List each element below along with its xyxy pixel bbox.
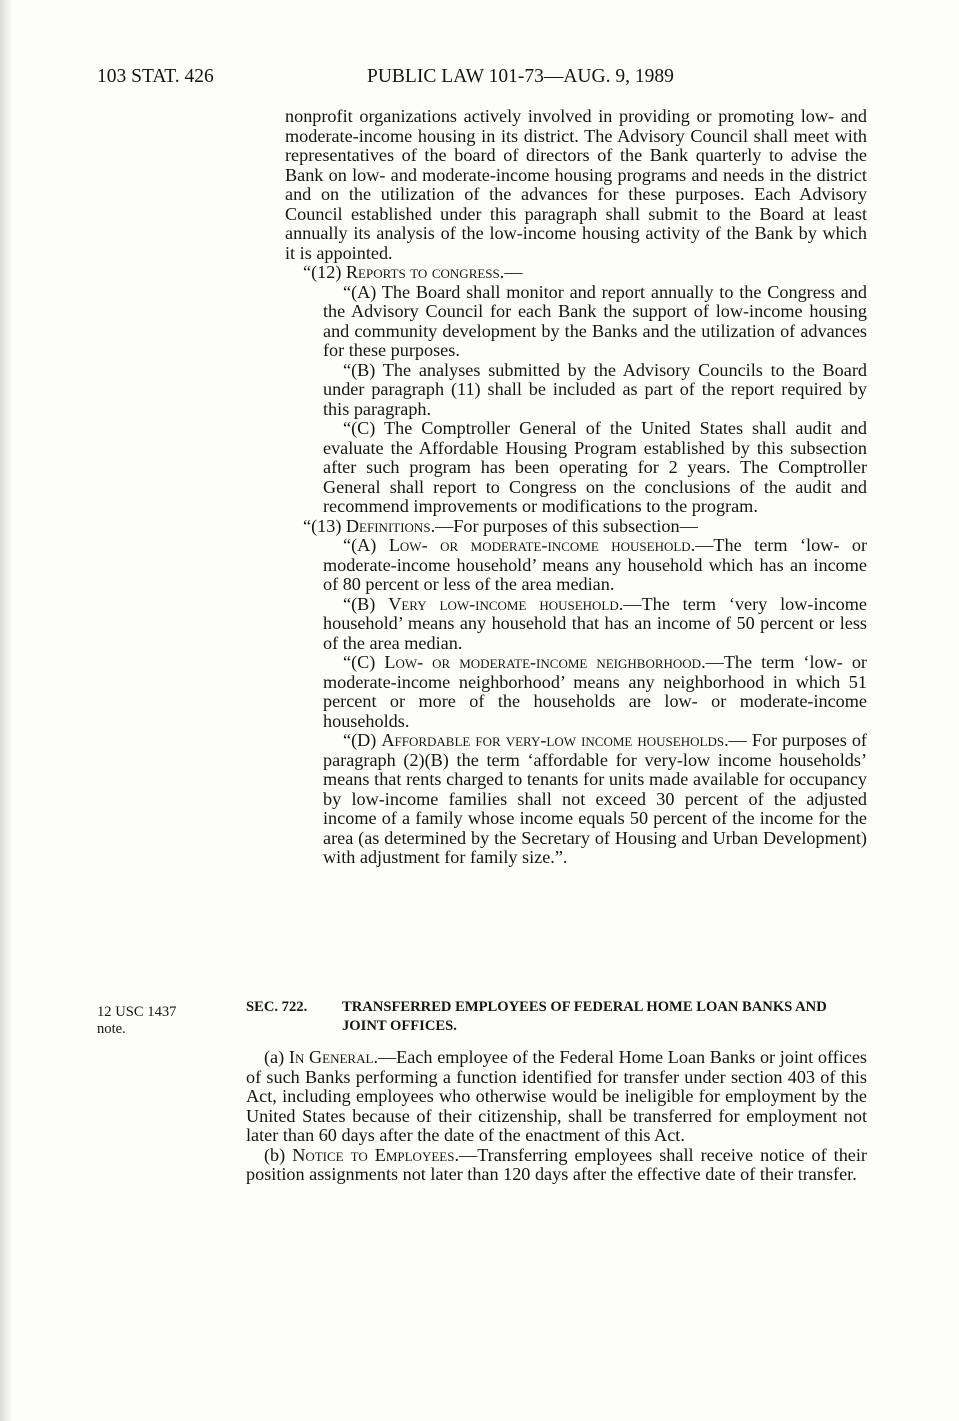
definition-c	[285, 653, 867, 731]
margin-note	[97, 1004, 217, 1038]
section-722-title: TRANSFERRED EMPLOYEES OF FEDERAL HOME LOAN BANKS AND JOINT OFFICES.	[342, 999, 827, 1034]
subsection-a	[246, 1048, 867, 1146]
main-text	[285, 107, 867, 868]
definition-d	[285, 731, 867, 868]
section-722-heading	[246, 998, 867, 1036]
running-header	[0, 62, 959, 92]
paragraph-13-heading	[285, 517, 867, 537]
definition-b-text: .—The term ‘very low-income household’ means any household that has an income of 50 percent or less of the area median.	[323, 593, 867, 653]
paragraph-12-title: Reports to congress	[345, 262, 500, 282]
paragraph-12-number: “(12)	[303, 262, 346, 282]
public-law-title: PUBLIC LAW 101-73—AUG. 9, 1989	[367, 66, 674, 87]
definition-c-label: “(C)	[343, 652, 385, 672]
definition-a-label: “(A)	[343, 535, 389, 555]
paragraph-12-a: “(A) The Board shall monitor and report annually to the Congress and the Advisory Council for each Bank the support of low-income housing and community development by the Banks and the utilization of advances for these purposes.	[323, 281, 867, 360]
paragraph-13-intro: .—For purposes of this subsection—	[430, 515, 698, 536]
advisory-council-paragraph: nonprofit organizations actively involved in providing or promoting low- and moderate-income housing in its district. The Advisory Council shall meet with representatives of the board of directors of the Bank quarterly to advise the Bank on low- and moderate-income housing programs and needs in the district and on the utilization of the advances for these purposes. Each Advisory Council established under this paragraph shall submit to the Board at least annually its analysis of the low-income housing activity of the Bank by which it is appointed.	[285, 106, 867, 263]
paragraph-12-c: “(C) The Comptroller General of the United States shall audit and evaluate the Affordable Housing Program established by this subsection after such program has been operating for 2 years. The Comptroller General shall report to Congress on the conclusions of the audit and recommend improvements or modifications to the program.	[323, 418, 867, 516]
definition-a-heading: Low- or moderate-income household	[388, 535, 691, 555]
definition-a-text: .—The term ‘low- or moderate-income household’ means any household which has an income of 80 percent or less of the area median.	[323, 535, 868, 594]
definition-d-text: .— For purposes of paragraph (2)(B) the term ‘affordable for very-low income households’ means that rents charged to tenants for units made available for occupancy by low-income families shall not exceed 30 percent of the adjusted income of a family whose income equals 50 percent of the income for the area (as determined by the Secretary of Housing and Urban Development) with adjustment for family size.”.	[323, 730, 867, 867]
paragraph-12-b: “(B) The analyses submitted by the Advisory Councils to the Board under paragraph (11) shall be included as part of the report required by this paragraph.	[323, 359, 867, 419]
paragraph-13-number: “(13)	[303, 515, 346, 536]
scan-page-edge	[0, 0, 12, 1421]
paragraph-12-dash: .—	[499, 262, 523, 282]
definition-d-label: “(D)	[343, 730, 382, 750]
paragraph-12-heading	[285, 263, 867, 283]
margin-note-label: note.	[97, 1021, 126, 1037]
definition-b	[285, 595, 867, 654]
definition-b-label: “(B)	[343, 593, 389, 614]
subsection-b	[246, 1146, 867, 1185]
paragraph-13-title: Definitions	[345, 515, 431, 536]
subsection-b-label: (b)	[264, 1144, 293, 1165]
definition-c-text: .—The term ‘low- or moderate-income neighborhood’ means any neighborhood in which 51 percent or more of the households are low- or moderate-income households.	[323, 652, 867, 731]
section-722	[246, 998, 867, 1185]
section-722-number: SEC. 722.	[246, 999, 308, 1015]
definition-d-heading: Affordable for very-low income households	[381, 730, 725, 750]
stat-page-number: 103 STAT. 426	[97, 66, 214, 87]
definition-b-heading: Very low-income household	[388, 593, 619, 614]
definition-a	[285, 536, 867, 595]
definition-c-heading: Low- or moderate-income neighborhood	[384, 652, 702, 672]
margin-citation: 12 USC 1437	[97, 1004, 177, 1020]
subsection-a-text: .—Each employee of the Federal Home Loan Banks or joint offices of such Banks performing a function identified for transfer under section 403 of this Act, including employees who otherwise would be ineligible for employment by the United States because of their citizenship, shall be transferred for employment not later than 60 days after the date of the enactment of this Act.	[246, 1047, 868, 1145]
subsection-b-text: .—Transferring employees shall receive notice of their position assignments not later than 120 days after the effective date of their transfer.	[246, 1144, 867, 1184]
subsection-b-heading: Notice to Employees	[292, 1144, 455, 1165]
subsection-a-label: (a)	[264, 1047, 289, 1067]
subsection-a-heading: In General	[288, 1047, 374, 1067]
